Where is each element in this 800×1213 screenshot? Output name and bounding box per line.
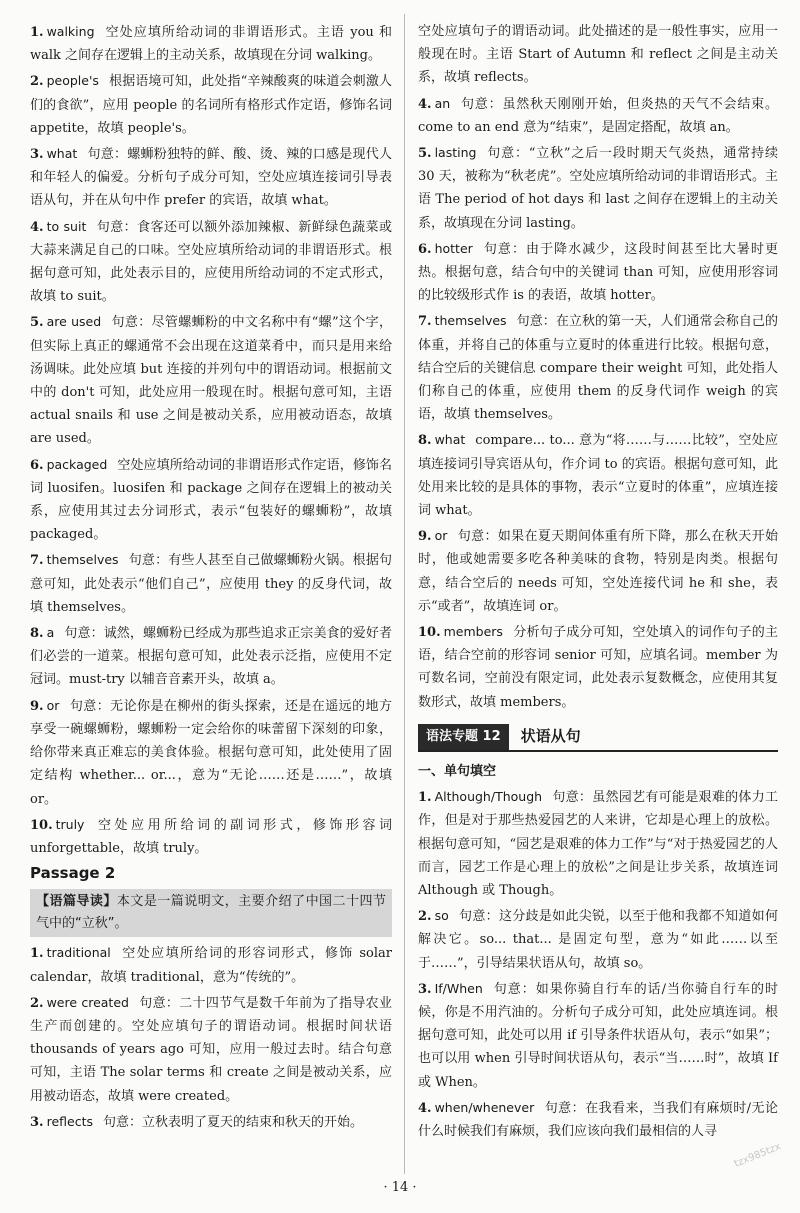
item-number: 10. xyxy=(30,817,53,833)
item-answer: people's xyxy=(46,73,99,89)
item-answer: reflects xyxy=(46,1113,93,1129)
item-explanation: 空处应用所给词的副词形式，修饰形容词 unforgettable，故填 truly。 xyxy=(30,817,392,856)
answer-list-passage-1 xyxy=(30,20,392,860)
answer-item xyxy=(418,524,778,618)
item-explanation: 句意：如果在夏天期间体重有所下降，那么在秋天开始时，他或她需要多吃各种美味的食物，特别是肉类。根据句意，结合空后的 needs 可知，空处连接代词 he 和 she，表示“或者”，故填连词 or。 xyxy=(418,529,778,614)
item-number: 5. xyxy=(418,146,432,162)
item-answer: members xyxy=(443,624,503,640)
item-number: 6. xyxy=(30,457,44,473)
item-number: 1. xyxy=(30,25,44,40)
grammar-section-banner xyxy=(418,724,778,752)
item-explanation: 句意：虽然园艺有可能是艰难的体力工作，但是对于那些热爱园艺的人来讲，它却是心理上的放松。根据句意可知，“园艺是艰难的体力工作”与“对于热爱园艺的人而言，园艺工作是心理上的放松”之间是让步关系，故填连词 Although 或 Though。 xyxy=(418,790,778,898)
column-divider xyxy=(404,14,405,1174)
answer-item xyxy=(418,237,778,308)
item-number: 4. xyxy=(418,96,432,112)
page-number: · 14 · xyxy=(383,1180,417,1195)
item-answer: when/whenever xyxy=(434,1099,535,1115)
left-column xyxy=(30,20,392,1136)
item-explanation: 句意：尽管螺蛳粉的中文名称中有“螺”这个字，但实际上真正的螺通常不会出现在这道菜肴中，而只是用来给汤调味。此处应填 but 连接的并列句中的谓语动词。根据前文中的 don't 可知，此处应用一般现在时。根据句意可知，主语 actual snails 和 use 之间是被动关系，应用被动语态，故填 are used。 xyxy=(30,315,392,447)
passage-heading: Passage 2 xyxy=(30,864,116,883)
item-number: 2. xyxy=(30,995,44,1011)
item-explanation: 空处应填所给动词的非谓语形式作定语，修饰名词 luosifen。luosifen 和 package 之间存在逻辑上的被动关系，应使用其过去分词形式，表示“包装好的螺蛳粉”，故填 packaged。 xyxy=(30,457,392,543)
answer-item xyxy=(30,20,392,67)
item-answer: truly xyxy=(55,816,85,832)
item-explanation: 根据语境可知，此处指“辛辣酸爽的味道会刺激人们的食欲”，应用 people 的名词所有格形式作定语，修饰名词 appetite，故填 people's。 xyxy=(30,74,392,136)
item-explanation: 句意：有些人甚至自己做螺蛳粉火锅。根据句意可知，此处表示“他们自己”，应使用 they 的反身代词，故填 themselves。 xyxy=(30,553,392,615)
answer-list-passage-2-end xyxy=(418,92,778,714)
item-answer: themselves xyxy=(46,552,119,568)
item-explanation: 句意：在我看来，当我们有麻烦时/无论什么时候我们有麻烦，我们应该向我们最相信的人寻 xyxy=(418,1100,778,1139)
item-explanation: 句意：诚然，螺蛳粉已经成为那些追求正宗美食的爱好者们必尝的一道菜。根据句意可知，此处表示泛指，应使用不定冠词。must-try 以辅音音素开头，故填 a。 xyxy=(30,626,392,688)
answer-item xyxy=(30,142,392,213)
item-explanation: 句意：“立秋”之后一段时期天气炎热，通常持续 30 天，被称为“秋老虎”。空处应填所给动词的非谓语形式。主语 The period of hot days 和 last 之间存在逻辑上的主动关系，故填现在分词 lasting。 xyxy=(418,146,778,231)
item-number: 2. xyxy=(418,909,432,925)
item-number: 9. xyxy=(30,698,44,714)
item-number: 4. xyxy=(418,1100,432,1116)
item-answer: Although/Though xyxy=(434,789,543,805)
answer-item xyxy=(418,904,778,975)
item-answer: to suit xyxy=(46,218,87,234)
item-number: 4. xyxy=(30,219,44,235)
item-answer: themselves xyxy=(434,313,507,329)
answer-list-passage-2-start xyxy=(30,941,392,1134)
item-number: 3. xyxy=(30,147,44,163)
item-answer: so xyxy=(434,908,449,924)
answer-item xyxy=(30,1110,392,1134)
item-answer: an xyxy=(434,95,451,111)
section-tag: 语法专题 12 xyxy=(418,724,509,750)
reading-guide-text: 本文是一篇说明文，主要介绍了中国二十四节气中的“立秋”。 xyxy=(36,894,386,932)
exercise-subheading: 一、单句填空 xyxy=(418,763,497,779)
item-answer: what xyxy=(434,432,466,448)
item-explanation: 空处应填所给词的形容词形式，修饰 solar calendar，故填 traditional，意为“传统的”。 xyxy=(30,946,392,985)
item-number: 8. xyxy=(418,433,432,449)
reading-guide-box xyxy=(30,889,392,937)
item-number: 9. xyxy=(418,529,432,545)
answer-item xyxy=(30,991,392,1108)
item-explanation: 句意：立秋表明了夏天的结束和秋天的开始。 xyxy=(102,1114,363,1130)
answer-item xyxy=(30,621,392,692)
item-number: 6. xyxy=(418,241,432,257)
item-answer: traditional xyxy=(46,945,111,961)
answer-item xyxy=(30,813,392,860)
item-number: 1. xyxy=(30,946,44,962)
answer-item xyxy=(30,694,392,811)
item-number: 7. xyxy=(30,553,44,569)
item-answer: what xyxy=(46,146,78,162)
answer-item xyxy=(30,310,392,450)
item-number: 8. xyxy=(30,626,44,642)
item-explanation: 句意：虽然秋天刚刚开始，但炎热的天气不会结束。come to an end 意为“结束”，是固定搭配，故填 an。 xyxy=(418,96,778,135)
item-explanation: compare... to... 意为“将……与……比较”，空处应填连接词引导宾语从句，作介词 to 的宾语。根据句意可知，此处用来比较的是具体的事物，表示“立夏时的体重”，应填连接词 what。 xyxy=(418,433,778,519)
item-explanation: 句意：二十四节气是数千年前为了指导农业生产而创建的。空处应填句子的谓语动词。根据时间状语 thousands of years ago 可知，应用一般过去时。结合句意可知，主语 The solar terms 和 create 之间是被动关系，应用被动语态，故填 were created。 xyxy=(30,995,392,1104)
item-answer: walking xyxy=(46,24,95,39)
item-answer: hotter xyxy=(434,240,473,256)
answer-list-grammar xyxy=(418,785,778,1143)
watermark: tzx985tzx xyxy=(732,1141,783,1170)
right-column xyxy=(418,20,778,1145)
item-answer: a xyxy=(46,625,55,641)
answer-item xyxy=(418,141,778,235)
item-number: 7. xyxy=(418,314,432,330)
item-explanation: 句意：在立秋的第一天，人们通常会称自己的体重，并将自己的体重与立夏时的体重进行比较。根据句意，结合空后的关键信息 compare their weight 可知，此处指人们称自己的体重，应使用 them 的反身代词作 weigh 的宾语，故填 themselves。 xyxy=(418,314,778,423)
item-explanation: 句意：这分歧是如此尖锐，以至于他和我都不知道如何解决它。so... that... 是固定句型，意为“如此……以至于……”，引导结果状语从句，故填 so。 xyxy=(418,909,778,971)
answer-item xyxy=(418,620,778,714)
item-explanation: 分析句子成分可知，空处填入的词作句子的主语，结合空前的形容词 senior 可知，应填名词。member 为可数名词，空前没有限定词，此处表示复数概念，应使用其复数形式，故填 members。 xyxy=(418,625,778,710)
section-title: 状语从句 xyxy=(520,727,581,746)
answer-item xyxy=(418,977,778,1094)
item-answer: or xyxy=(46,697,60,713)
item-explanation: 句意：如果你骑自行车的话/当你骑自行车的时候，你是不用汽油的。分析句子成分可知，此处应填连词。根据句意可知，此处可以用 if 引导条件状语从句，表示“如果”；也可以用 when 引导时间状语从句，表示“当……时”，故填 If 或 When。 xyxy=(418,981,778,1090)
item-number: 3. xyxy=(30,1114,44,1130)
item-explanation: 句意：由于降水减少，这段时间甚至比大暑时更热。根据句意，结合句中的关键词 than 可知，应使用形容词的比较级形式作 is 的表语，故填 hotter。 xyxy=(418,241,778,304)
item-explanation: 句意：食客还可以额外添加辣椒、新鲜绿色蔬菜或大蒜来满足自己的口味。空处应填所给动词的非谓语形式。根据句意可知，此处表示目的，应使用所给动词的不定式形式，故填 to suit。 xyxy=(30,219,392,305)
item-number: 3. xyxy=(418,981,432,997)
answer-item xyxy=(30,548,392,619)
item-number: 5. xyxy=(30,315,44,331)
item-explanation: 句意：无论你是在柳州的街头探索，还是在遥远的地方享受一碗螺蛳粉，螺蛳粉一定会给你的味蕾留下深刻的印象，给你带来真正难忘的美食体验。根据句意可知，此处使用了固定结构 whether... or...，意为“无论……还是……”，故填 or。 xyxy=(30,698,392,807)
item-answer: If/When xyxy=(434,980,483,996)
item-answer: are used xyxy=(46,314,102,330)
item-number: 2. xyxy=(30,74,44,90)
answer-item xyxy=(30,69,392,140)
answer-item xyxy=(418,785,778,902)
item-answer: were created xyxy=(46,994,129,1010)
item-answer: packaged xyxy=(46,456,108,472)
continued-explanation: 空处应填句子的谓语动词。此处描述的是一般性事实，应用一般现在时。主语 Start of Autumn 和 reflect 之间是主动关系，故填 reflects。 xyxy=(418,24,778,86)
answer-item xyxy=(30,941,392,988)
item-number: 10. xyxy=(418,625,441,641)
item-number: 1. xyxy=(418,790,432,806)
answer-item xyxy=(418,309,778,426)
answer-item xyxy=(418,428,778,522)
reading-guide-label: 【语篇导读】 xyxy=(36,894,117,910)
item-answer: lasting xyxy=(434,145,477,161)
answer-item xyxy=(30,215,392,309)
answer-item xyxy=(30,453,392,547)
item-explanation: 句意：螺蛳粉独特的鲜、酸、烫、辣的口感是现代人和年轻人的偏爱。分析句子成分可知，空处应填连接词引导表语从句，并在从句中作 prefer 的宾语，故填 what。 xyxy=(30,147,392,209)
answer-item xyxy=(418,92,778,139)
item-answer: or xyxy=(434,528,448,544)
answer-item xyxy=(418,1096,778,1143)
item-explanation: 空处应填所给动词的非谓语形式。主语 you 和 walk 之间存在逻辑上的主动关系，故填现在分词 walking。 xyxy=(30,25,392,64)
